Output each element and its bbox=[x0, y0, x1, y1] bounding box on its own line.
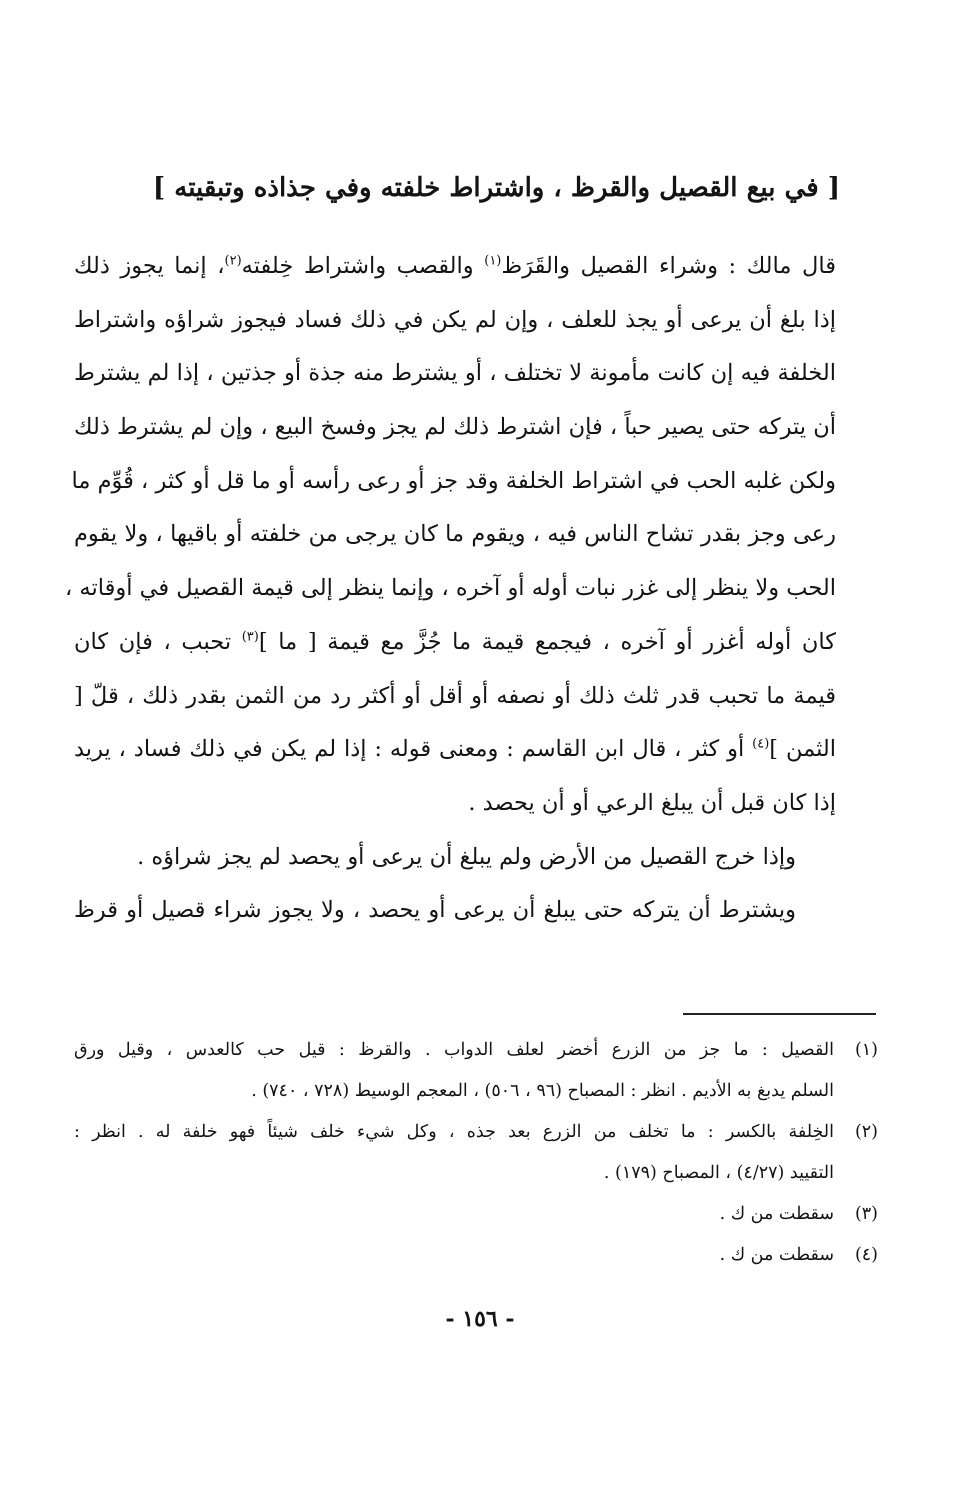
footnote-text: الخِلفة بالكسر : ما تخلف من الزرع بعد جذه ، وكل شيء خلف شيئاً فهو خلفة له . انظر : bbox=[74, 1122, 834, 1142]
footnote-text: التقييد (٤/٢٧) ، المصباح (١٧٩) . bbox=[603, 1163, 834, 1183]
footnote-line bbox=[74, 1235, 878, 1276]
text-segment: الثمن ] bbox=[769, 736, 836, 763]
text-segment: قيمة ما تحبب قدر ثلث ذلك أو نصفه أو أقل أو أكثر رد من الثمن بقدر ذلك ، قلّ [ bbox=[74, 682, 836, 709]
text-line bbox=[71, 455, 836, 509]
footnote-separator bbox=[683, 1013, 876, 1015]
text-segment: الحب ولا ينظر إلى غزر نبات أوله أو آخره ، وإنما ينظر إلى قيمة القصيل في أوقاته ، bbox=[65, 575, 836, 602]
text-segment: أن يتركه حتى يصير حباً ، فإن اشترط ذلك لم يجز وفسخ البيع ، وإن لم يشترط ذلك bbox=[74, 414, 836, 441]
footnote-line bbox=[74, 1112, 878, 1153]
text-line bbox=[74, 884, 836, 938]
text-segment: تحبب ، فإن كان bbox=[74, 628, 242, 655]
text-segment: قال مالك : وشراء القصيل والقَرَظ bbox=[501, 253, 836, 279]
text-line bbox=[74, 616, 836, 670]
text-segment: أو كثر ، قال ابن القاسم : ومعنى قوله : إذا لم يكن في ذلك فساد ، يريد bbox=[74, 736, 753, 763]
text-segment: ، إنما يجوز ذلك bbox=[74, 253, 225, 279]
text-segment: وإذا خرج القصيل من الأرض ولم يبلغ أن يرعى أو يحصد لم يجز شراؤه . bbox=[137, 843, 796, 870]
footnote-reference: (٣) bbox=[241, 629, 259, 645]
text-line bbox=[74, 401, 836, 455]
footnote-number: (٤) bbox=[854, 1245, 878, 1265]
footnote-text: السلم يدبغ به الأديم . انظر : المصباح (٩٦ ، ٥٠٦) ، المعجم الوسيط (٧٢٨ ، ٧٤٠) . bbox=[251, 1081, 834, 1101]
text-line bbox=[74, 831, 836, 885]
footnote-reference: (٤) bbox=[752, 736, 770, 752]
footnote-number: (١) bbox=[854, 1040, 878, 1060]
text-line bbox=[65, 562, 836, 616]
text-line bbox=[74, 240, 836, 294]
footnote-reference: (٢) bbox=[224, 253, 242, 269]
main-text bbox=[65, 240, 836, 938]
section-heading: [ في بيع القصيل والقرظ ، واشتراط خلفته وفي جذاذه وتبقيته ] bbox=[152, 173, 840, 203]
text-segment: كان أوله أغزر أو آخره ، فيجمع قيمة ما جُزَّ مع قيمة [ ما ] bbox=[258, 628, 836, 655]
text-line bbox=[74, 294, 836, 348]
text-segment: ولكن غلبه الحب في اشتراط الخلفة وقد جز أو رعى رأسه أو ما قل أو كثر ، قُوِّم ما bbox=[71, 467, 836, 494]
footnote-number: (٢) bbox=[854, 1122, 878, 1142]
footnote-line bbox=[74, 1194, 878, 1235]
text-line bbox=[74, 777, 836, 831]
text-segment: والقصب واشتراط خِلفته bbox=[241, 253, 485, 279]
footnote-text: القصيل : ما جز من الزرع أخضر لعلف الدواب . والقرظ : قيل حب كالعدس ، وقيل ورق bbox=[74, 1040, 834, 1060]
footnote-text: سقطت من ك . bbox=[719, 1204, 834, 1224]
footnote-number: (٣) bbox=[854, 1204, 878, 1224]
text-line bbox=[74, 347, 836, 401]
footnotes bbox=[74, 1030, 878, 1276]
footnote-line bbox=[74, 1071, 878, 1112]
text-line bbox=[74, 723, 836, 777]
text-segment: رعى وجز بقدر تشاح الناس فيه ، ويقوم ما كان يرجى من خلفته أو باقيها ، ولا يقوم bbox=[74, 521, 836, 548]
text-segment: إذا بلغ أن يرعى أو يجذ للعلف ، وإن لم يكن في ذلك فساد فيجوز شراؤه واشتراط bbox=[74, 306, 836, 333]
text-line bbox=[74, 670, 836, 724]
footnote-reference: (١) bbox=[484, 253, 502, 269]
footnote-line bbox=[74, 1030, 878, 1071]
text-segment: الخلفة فيه إن كانت مأمونة لا تختلف ، أو يشترط منه جذة أو جذتين ، إذا لم يشترط bbox=[74, 360, 836, 387]
footnote-text: سقطت من ك . bbox=[719, 1245, 834, 1265]
text-segment: ويشترط أن يتركه حتى يبلغ أن يرعى أو يحصد ، ولا يجوز شراء قصيل أو قرظ bbox=[74, 897, 796, 924]
footnote-line bbox=[74, 1153, 878, 1194]
page-number: - ١٥٦ - bbox=[445, 1306, 515, 1332]
text-line bbox=[74, 508, 836, 562]
text-segment: إذا كان قبل أن يبلغ الرعي أو أن يحصد . bbox=[468, 789, 836, 816]
